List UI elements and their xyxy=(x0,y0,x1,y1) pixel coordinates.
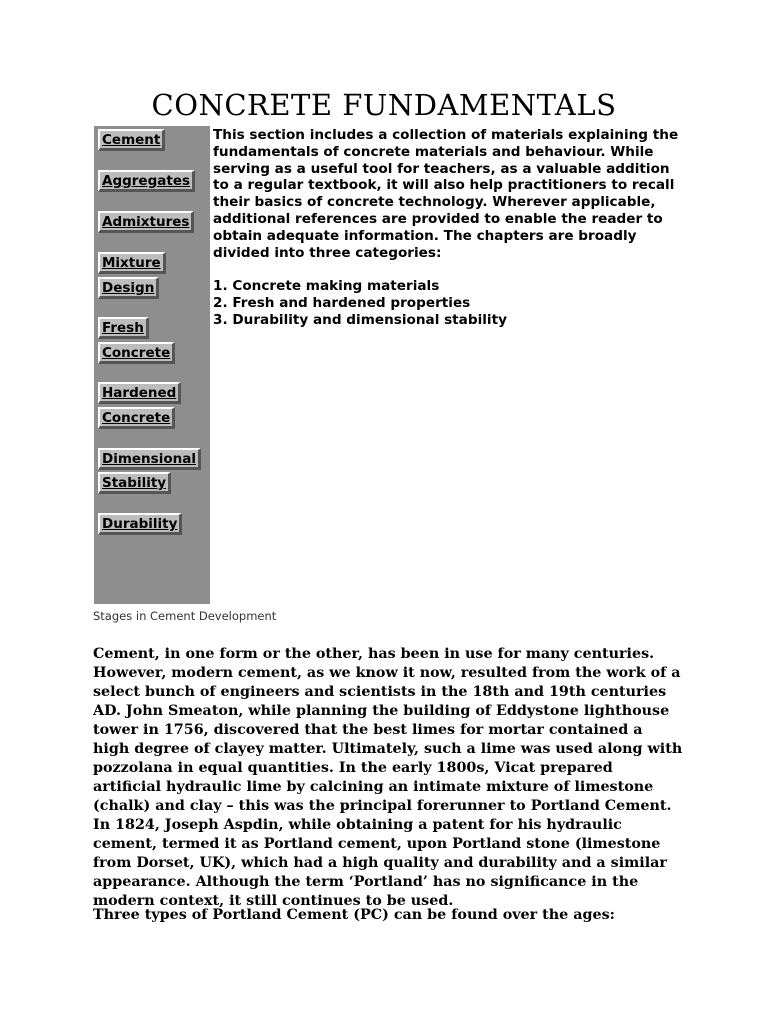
nav-mixture-button[interactable]: Mixture xyxy=(98,252,166,274)
nav-admixtures-button[interactable]: Admixtures xyxy=(98,211,194,233)
body-paragraph: Cement, in one form or the other, has been in use for many centuries. However, modern cement, as we know it now, resulted from the work of a select bunch of engineers and scientists in the 18th and 19th centuries AD. John Smeaton, while planning the building of Eddystone lighthouse tower in 1756, discovered that the best limes for mortar contained a high degree of clayey matter. Ultimately, such a lime was used along with pozzolana in equal quantities. In the early 1800s, Vicat prepared artificial hydraulic lime by calcining an intimate mixture of limestone (chalk) and clay – this was the principal forerunner to Portland Cement. In 1824, Joseph Aspdin, while obtaining a patent for his hydraulic cement, termed it as Portland cement, upon Portland stone (limestone from Dorset, UK), which had a high quality and durability and a similar appearance. Although the term ‘Portland’ has no significance in the modern context, it still continues to be used. xyxy=(93,646,683,909)
intro-paragraph: This section includes a collection of materials explaining the fundamentals of concrete materials and behaviour. While serving as a useful tool for teachers, as a valuable addition to a regular textbook, it will also help practitioners to recall their basics of concrete technology. Wherever applicable, additional references are provided to enable the reader to obtain adequate information. The chapters are broadly divided into three categories: xyxy=(213,127,679,261)
nav-hardened-button[interactable]: Hardened xyxy=(98,382,181,404)
nav-cement-button[interactable]: Cement xyxy=(98,129,165,151)
nav-design-button[interactable]: Design xyxy=(98,277,159,299)
body-paragraph: Three types of Portland Cement (PC) can be found over the ages: xyxy=(93,907,615,923)
nav-hardened-concrete-button[interactable]: Concrete xyxy=(98,407,175,429)
category-item: 1. Concrete making materials xyxy=(213,278,440,295)
nav-dimensional-button[interactable]: Dimensional xyxy=(98,448,201,470)
figure-caption: Stages in Cement Development xyxy=(93,609,277,623)
category-item: 2. Fresh and hardened properties xyxy=(213,295,471,312)
nav-stability-button[interactable]: Stability xyxy=(98,472,171,494)
nav-fresh-button[interactable]: Fresh xyxy=(98,317,149,339)
nav-fresh-concrete-button[interactable]: Concrete xyxy=(98,342,175,364)
sidebar-nav xyxy=(94,126,210,604)
category-item: 3. Durability and dimensional stability xyxy=(213,311,507,328)
nav-durability-button[interactable]: Durability xyxy=(98,513,182,535)
nav-aggregates-button[interactable]: Aggregates xyxy=(98,170,195,192)
intro-section xyxy=(213,127,683,329)
page-title: CONCRETE FUNDAMENTALS xyxy=(151,88,617,122)
